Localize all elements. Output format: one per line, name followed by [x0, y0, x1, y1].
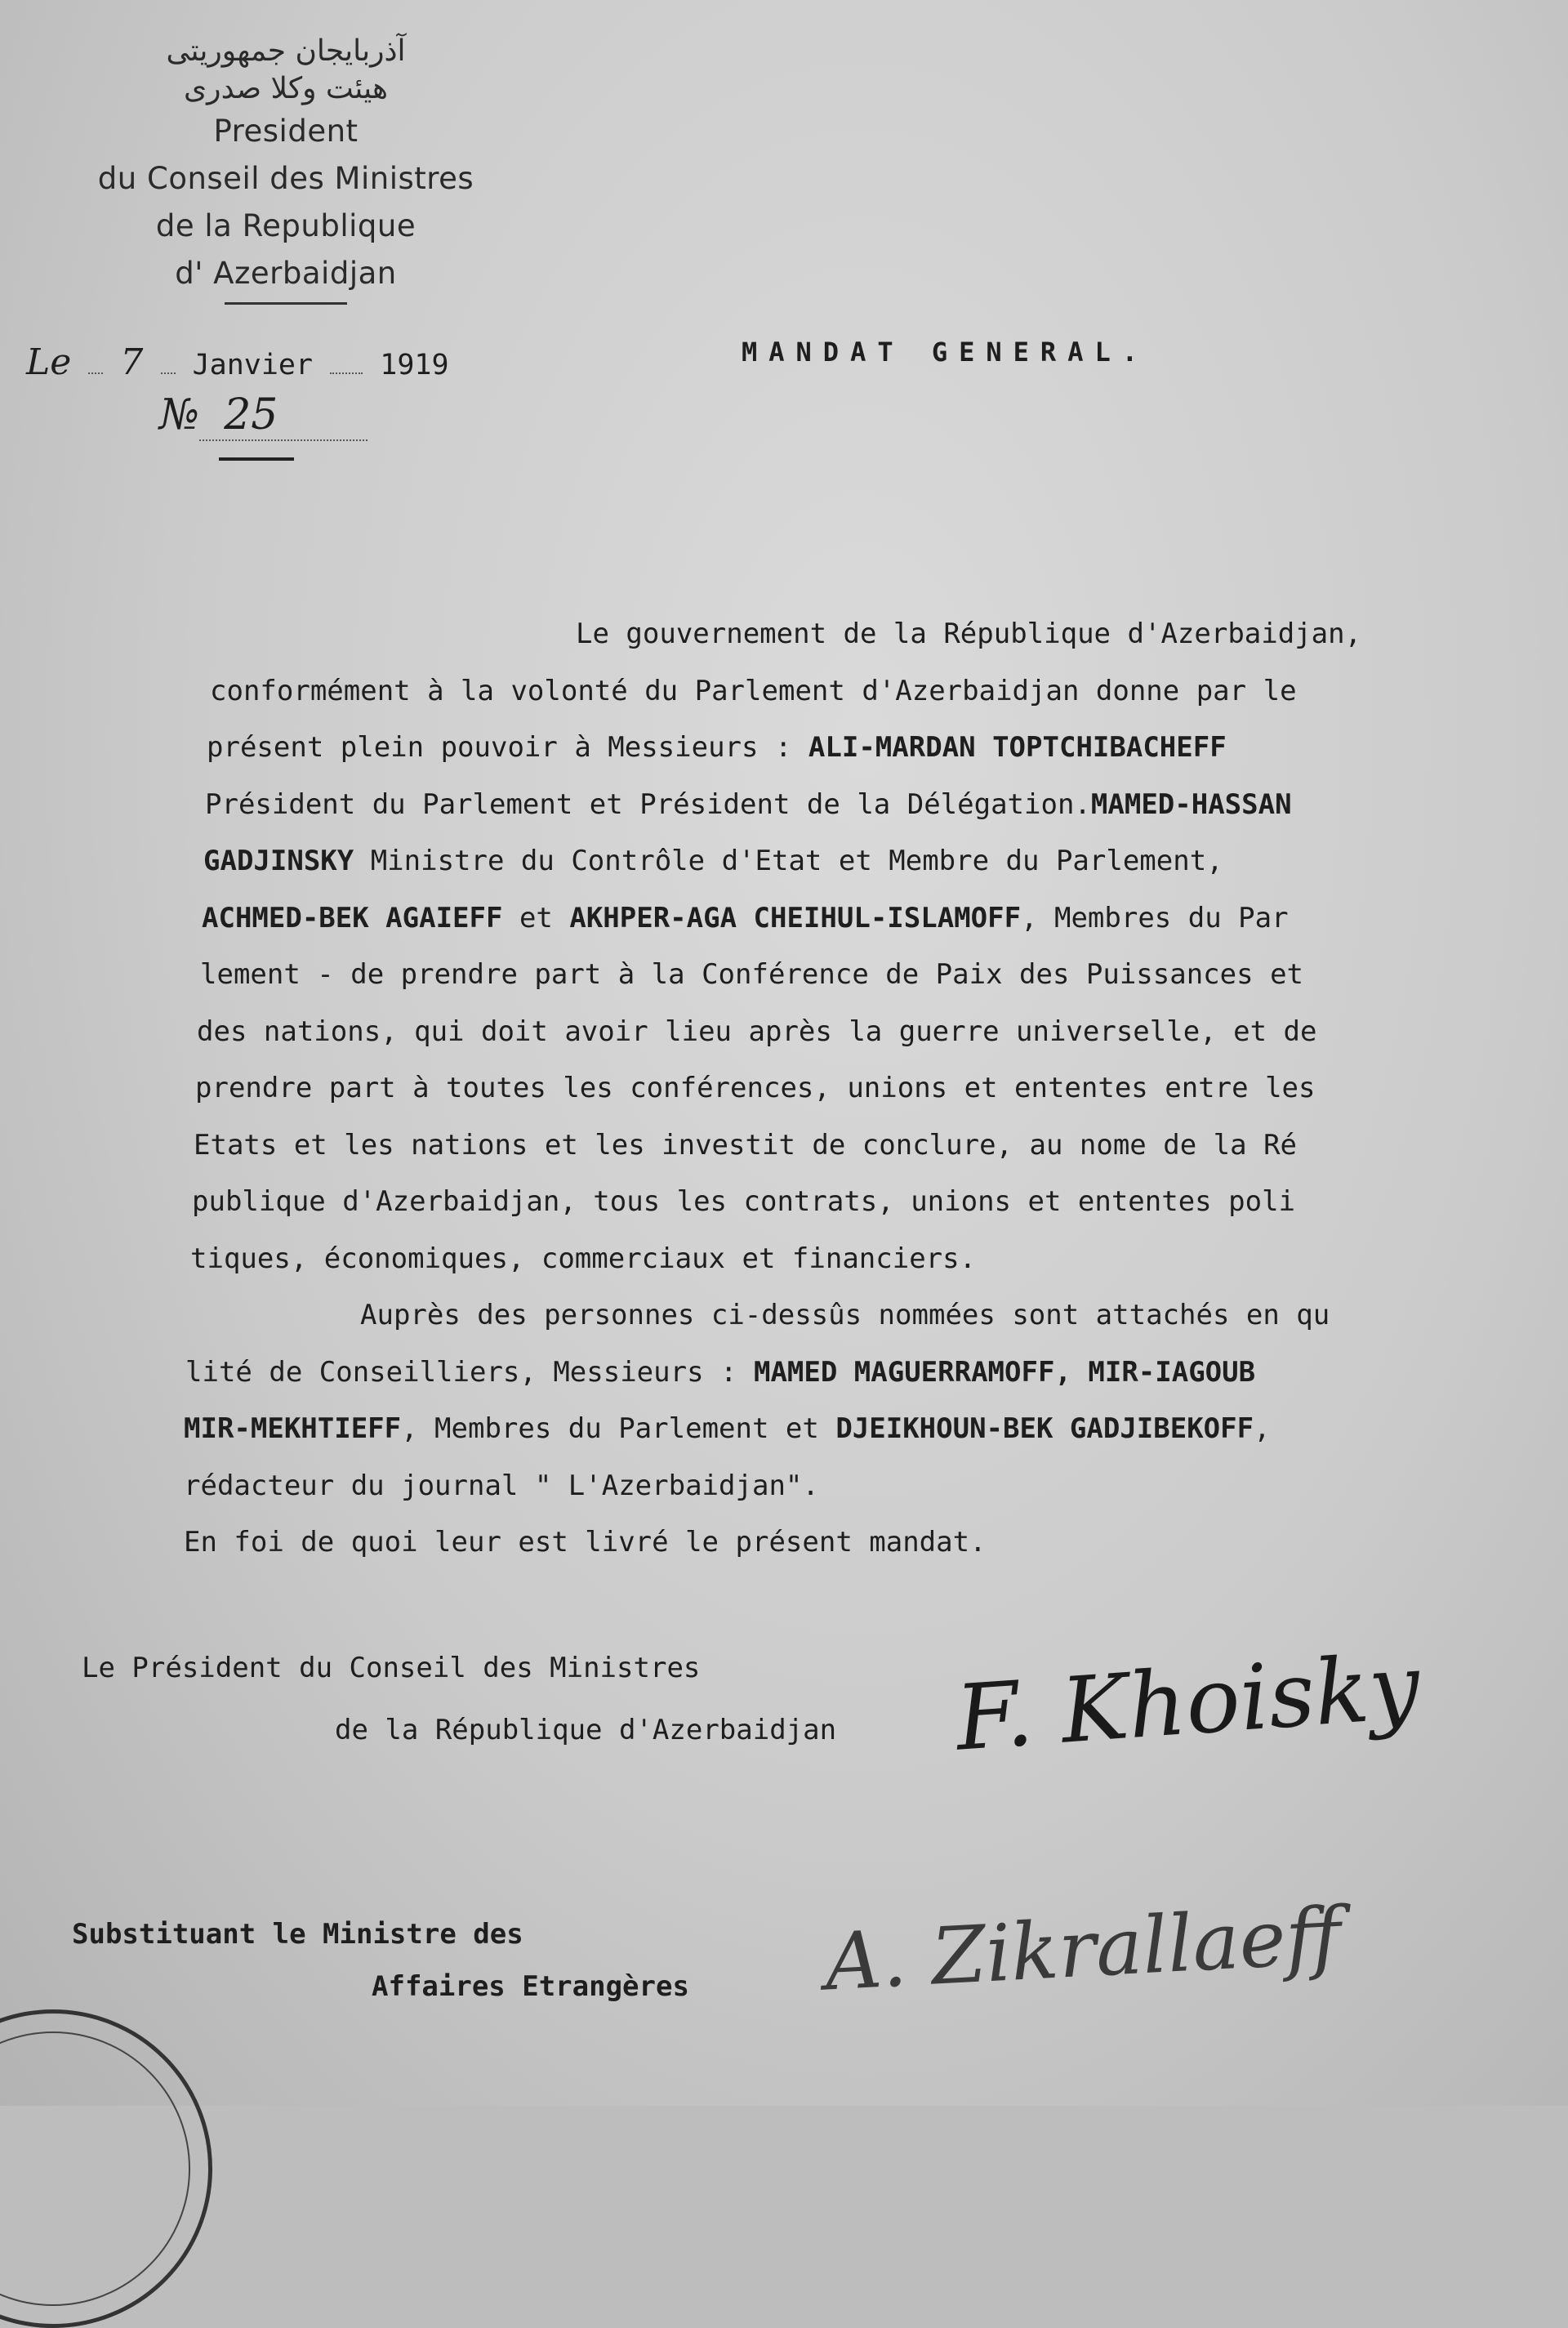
body-line: Etats et les nations et les investit de conclure, au nome de la Ré — [194, 1128, 1298, 1162]
delegate-name: ACHMED-BEK AGAIEFF — [202, 901, 503, 934]
body-line: rédacteur du journal " L'Azerbaidjan". — [184, 1469, 819, 1502]
signature-1: F. Khoisky — [952, 1634, 1423, 1771]
body-line: Auprès des personnes ci-dessûs nommées sont attachés en qu — [360, 1299, 1330, 1331]
letterhead-arabic-line-1: آذربایجان جمهوریتی — [166, 34, 406, 68]
body-line: présent plein pouvoir à Messieurs : ALI-MARDAN TOPTCHIBACHEFF — [207, 731, 1227, 764]
document-number — [159, 390, 368, 439]
number-underline — [219, 457, 294, 461]
body-line: GADJINSKY Ministre du Contrôle d'Etat et Membre du Parlement, — [203, 845, 1223, 877]
number-symbol: № — [159, 390, 200, 439]
body-line: lement - de prendre part à la Conférence de Paix des Puissances et — [200, 958, 1304, 991]
letterhead — [74, 33, 498, 305]
body-line: lité de Conseilliers, Messieurs : MAMED MAGUERRAMOFF, MIR-IAGOUB — [185, 1355, 1256, 1389]
letterhead-line-3: de la Republique — [155, 208, 416, 243]
number-value: 25 — [199, 390, 368, 441]
body-line: Président du Parlement et Président de la Délégation.MAMED-HASSAN — [205, 787, 1292, 821]
official-seal — [0, 2009, 212, 2328]
body-line: conformément à la volonté du Parlement d'Azerbaidjan donne par le — [210, 674, 1297, 707]
date-year: 1919 — [380, 349, 449, 381]
delegate-name: MAMED-HASSAN — [1090, 787, 1292, 821]
date-month: Janvier — [192, 349, 314, 381]
mandate-body — [184, 606, 1539, 1572]
letterhead-arabic-line-2: هیئت وکلا صدری — [184, 72, 388, 105]
signatory-2-title-line-1: Substituant le Ministre des — [72, 1918, 523, 1951]
signatory-1-title-line-2: de la République d'Azerbaidjan — [335, 1714, 837, 1746]
body-line: publique d'Azerbaidjan, tous les contrats, unions et ententes poli — [192, 1185, 1296, 1218]
signatory-2-title-line-2: Affaires Etrangères — [372, 1970, 689, 2003]
date-line — [26, 341, 449, 383]
body-line: En foi de quoi leur est livré le présent mandat. — [184, 1526, 987, 1559]
letterhead-line-4: d' Azerbaidjan — [175, 256, 397, 291]
adviser-name: DJEIKHOUN-BEK GADJIBEKOFF — [835, 1412, 1254, 1445]
document-title: MANDAT GENERAL. — [742, 337, 1149, 368]
delegate-name: GADJINSKY — [203, 845, 354, 877]
body-line: ACHMED-BEK AGAIEFF et AKHPER-AGA CHEIHUL-ISLAMOFF, Membres du Par — [202, 901, 1289, 934]
adviser-name: MAMED MAGUERRAMOFF, MIR-IAGOUB — [753, 1355, 1256, 1389]
adviser-name: MIR-MEKHTIEFF — [184, 1412, 402, 1445]
delegate-name: ALI-MARDAN TOPTCHIBACHEFF — [808, 731, 1227, 764]
letterhead-line-2: du Conseil des Ministres — [97, 161, 474, 196]
body-line: MIR-MEKHTIEFF, Membres du Parlement et DJEIKHOUN-BEK GADJIBEKOFF, — [184, 1412, 1271, 1445]
letterhead-line-1: President — [213, 114, 359, 149]
body-line: tiques, économiques, commerciaux et financiers. — [190, 1242, 977, 1275]
body-line: des nations, qui doit avoir lieu après la guerre universelle, et de — [197, 1015, 1317, 1048]
date-day: 7 — [120, 341, 144, 383]
body-line: Le gouvernement de la République d'Azerbaidjan, — [576, 618, 1362, 650]
date-prefix: Le — [26, 341, 72, 383]
delegate-name: AKHPER-AGA CHEIHUL-ISLAMOFF — [569, 901, 1022, 934]
letterhead-divider — [225, 302, 347, 305]
body-line: prendre part à toutes les conférences, unions et ententes entre les — [195, 1072, 1316, 1104]
signatory-1-title-line-1: Le Président du Conseil des Ministres — [82, 1652, 701, 1684]
signature-2: A. Zikrallaeff — [822, 1889, 1344, 2009]
